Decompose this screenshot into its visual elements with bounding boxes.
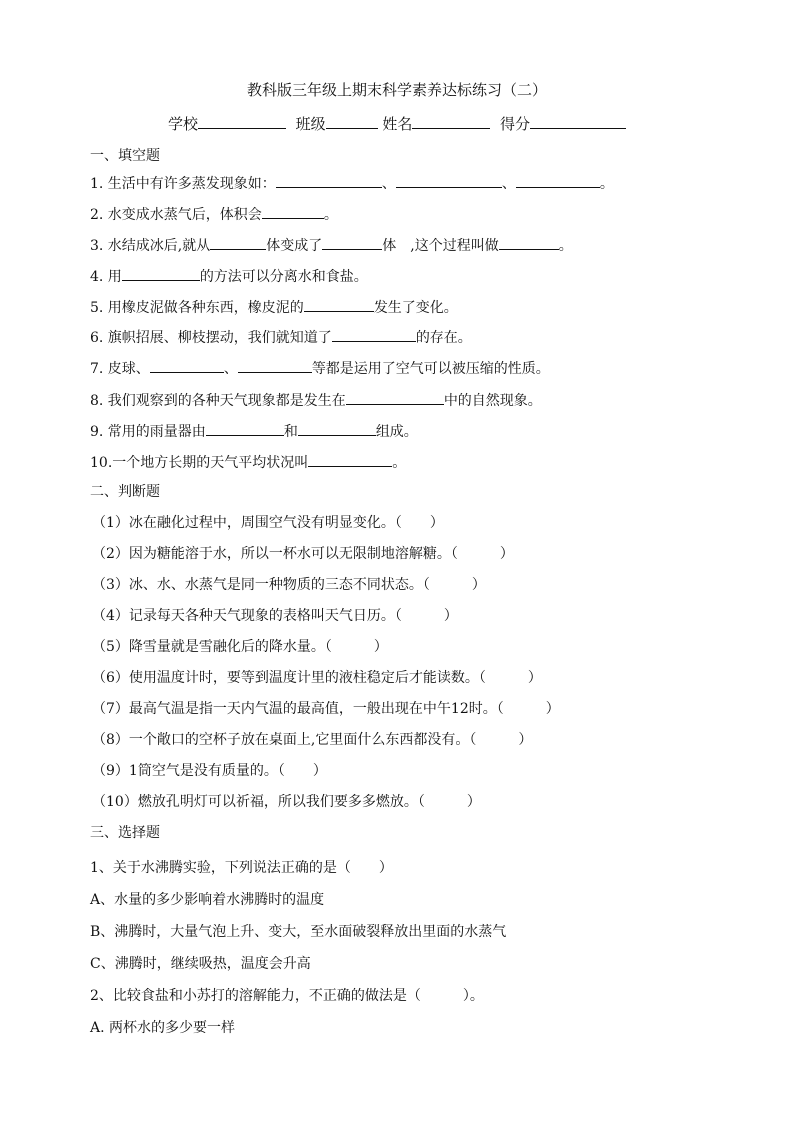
judge-item: （2）因为糖能溶于水，所以一杯水可以无限制地溶解糖。（ ） bbox=[92, 546, 514, 562]
question-10: 10.一个地方长期的天气平均状况叫 。 bbox=[90, 452, 406, 473]
choice-option: A、水量的多少影响着水沸腾时的温度 bbox=[90, 892, 325, 908]
answer-blank[interactable] bbox=[396, 173, 502, 188]
judge-item: （1）冰在融化过程中，周围空气没有明显变化。（ ） bbox=[92, 515, 444, 531]
section-heading-judge: 二、判断题 bbox=[90, 484, 160, 500]
answer-blank[interactable] bbox=[308, 452, 392, 467]
answer-blank[interactable] bbox=[276, 173, 382, 188]
class-label: 班级 bbox=[295, 115, 326, 133]
choice-option: A. 两杯水的多少要一样 bbox=[90, 1020, 236, 1036]
answer-blank[interactable] bbox=[499, 235, 559, 250]
school-blank[interactable] bbox=[198, 114, 286, 129]
judge-item: （4）记录每天各种天气现象的表格叫天气日历。（ ） bbox=[92, 608, 458, 624]
answer-blank[interactable] bbox=[304, 297, 374, 312]
student-info-row bbox=[0, 114, 794, 134]
answer-blank[interactable] bbox=[332, 327, 416, 342]
choice-option: C、沸腾时，继续吸热，温度会升高 bbox=[90, 956, 311, 972]
choice-option: B、沸腾时，大量气泡上升、变大，至水面破裂释放出里面的水蒸气 bbox=[90, 924, 507, 940]
name-label: 姓名 bbox=[382, 115, 413, 133]
choice-question: 2、比较食盐和小苏打的溶解能力，不正确的做法是（ ）。 bbox=[90, 988, 484, 1004]
question-4: 4. 用 的方法可以分离水和食盐。 bbox=[90, 266, 368, 287]
question-9: 9. 常用的雨量器由 和 组成。 bbox=[90, 421, 418, 442]
answer-blank[interactable] bbox=[210, 235, 266, 250]
question-7: 7. 皮球、 、 等都是运用了空气可以被压缩的性质。 bbox=[90, 358, 550, 379]
section-heading-fill: 一、填空题 bbox=[90, 148, 160, 164]
question-6: 6. 旗帜招展、柳枝摆动，我们就知道了 的存在。 bbox=[90, 327, 472, 348]
question-5: 5. 用橡皮泥做各种东西，橡皮泥的 发生了变化。 bbox=[90, 297, 458, 318]
answer-blank[interactable] bbox=[322, 235, 382, 250]
question-1: 1. 生活中有许多蒸发现象如： 、 、 。 bbox=[90, 173, 614, 194]
name-blank[interactable] bbox=[412, 114, 490, 129]
choice-question: 1、关于水沸腾实验，下列说法正确的是（ ） bbox=[90, 860, 393, 876]
school-label: 学校 bbox=[168, 115, 199, 133]
answer-blank[interactable] bbox=[346, 390, 444, 405]
answer-blank[interactable] bbox=[122, 266, 200, 281]
judge-item: （10）燃放孔明灯可以祈福，所以我们要多多燃放。（ ） bbox=[92, 794, 481, 810]
class-blank[interactable] bbox=[326, 114, 378, 129]
score-blank[interactable] bbox=[530, 114, 626, 129]
judge-item: （8）一个敞口的空杯子放在桌面上,它里面什么东西都没有。（ ） bbox=[92, 732, 533, 748]
question-8: 8. 我们观察到的各种天气现象都是发生在 中的自然现象。 bbox=[90, 390, 542, 411]
question-3: 3. 水结成冰后,就从 体变成了 体 ,这个过程叫做 。 bbox=[90, 235, 573, 256]
answer-blank[interactable] bbox=[150, 358, 224, 373]
judge-item: （9）1筒空气是没有质量的。（ ） bbox=[92, 763, 327, 779]
answer-blank[interactable] bbox=[206, 421, 284, 436]
judge-item: （3）冰、水、水蒸气是同一种物质的三态不同状态。（ ） bbox=[92, 577, 486, 593]
judge-item: （7）最高气温是指一天内气温的最高值，一般出现在中午12时。（ ） bbox=[92, 701, 560, 717]
question-2: 2. 水变成水蒸气后，体积会 。 bbox=[90, 204, 338, 225]
answer-blank[interactable] bbox=[238, 358, 312, 373]
judge-item: （6）使用温度计时，要等到温度计里的液柱稳定后才能读数。（ ） bbox=[92, 670, 542, 686]
answer-blank[interactable] bbox=[262, 204, 324, 219]
answer-blank[interactable] bbox=[516, 173, 600, 188]
section-heading-choice: 三、选择题 bbox=[90, 825, 160, 841]
judge-item: （5）降雪量就是雪融化后的降水量。（ ） bbox=[92, 639, 388, 655]
page-title: 教科版三年级上期末科学素养达标练习（二） bbox=[246, 81, 547, 99]
score-label: 得分 bbox=[499, 115, 530, 133]
answer-blank[interactable] bbox=[298, 421, 376, 436]
